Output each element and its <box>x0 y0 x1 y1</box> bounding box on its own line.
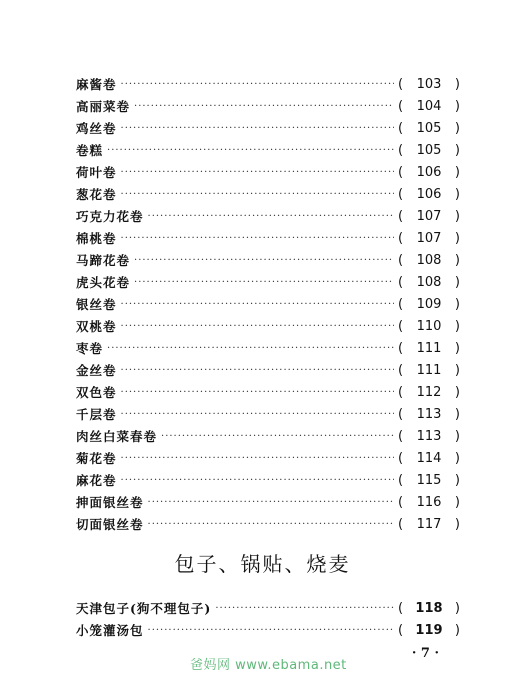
toc-entry-title: 金丝卷 <box>76 363 117 378</box>
toc-entry-page <box>398 294 460 316</box>
paren-open: ( <box>398 99 404 114</box>
toc-leader-dots <box>121 316 394 338</box>
page-ref-number: 111 <box>416 341 442 356</box>
paren-open: ( <box>398 363 404 378</box>
toc-leader-dots <box>121 118 394 140</box>
toc-entry[interactable] <box>76 272 460 294</box>
toc-entry-title: 麻花卷 <box>76 473 117 488</box>
paren-close: ) <box>454 341 460 356</box>
toc-entry[interactable] <box>76 96 460 118</box>
paren-close: ) <box>454 517 460 532</box>
toc-entry-page <box>398 492 460 514</box>
paren-open: ( <box>398 187 404 202</box>
page-ref-number: 109 <box>416 297 442 312</box>
page-ref-number: 111 <box>416 363 442 378</box>
toc-leader-dots <box>148 206 394 228</box>
paren-open: ( <box>398 341 404 356</box>
toc-entry-page <box>398 140 460 162</box>
toc-leader-dots <box>121 382 394 404</box>
toc-entry[interactable] <box>76 404 460 426</box>
paren-close: ) <box>454 623 460 638</box>
page-ref-number: 103 <box>416 77 442 92</box>
toc-entry-title: 双桃卷 <box>76 319 117 334</box>
toc-entry-title: 菊花卷 <box>76 451 117 466</box>
paren-close: ) <box>454 601 460 616</box>
toc-entry-page <box>398 250 460 272</box>
paren-open: ( <box>398 623 404 638</box>
toc-entry[interactable] <box>76 470 460 492</box>
toc-entry[interactable] <box>76 448 460 470</box>
paren-open: ( <box>398 495 404 510</box>
paren-close: ) <box>454 187 460 202</box>
page-ref-number: 115 <box>416 473 442 488</box>
toc-entry[interactable] <box>76 382 460 404</box>
section-heading: 包子、锅贴、烧麦 <box>174 552 351 576</box>
paren-close: ) <box>454 451 460 466</box>
page-ref-number: 106 <box>416 165 442 180</box>
paren-close: ) <box>454 297 460 312</box>
watermark-text: 爸妈网 www.ebama.net <box>190 658 347 673</box>
toc-entry-title: 天津包子(狗不理包子) <box>76 601 212 616</box>
paren-close: ) <box>454 231 460 246</box>
toc-entry[interactable] <box>76 162 460 184</box>
paren-open: ( <box>398 253 404 268</box>
paren-open: ( <box>398 209 404 224</box>
toc-entry[interactable] <box>76 184 460 206</box>
paren-close: ) <box>454 495 460 510</box>
paren-close: ) <box>454 385 460 400</box>
paren-open: ( <box>398 451 404 466</box>
page-ref-number: 116 <box>416 495 442 510</box>
page-ref-number: 105 <box>416 121 442 136</box>
toc-entry-title: 抻面银丝卷 <box>76 495 144 510</box>
toc-entry[interactable] <box>76 228 460 250</box>
toc-leader-dots <box>161 426 394 448</box>
toc-entry-page <box>398 74 460 96</box>
toc-entry-page <box>398 338 460 360</box>
toc-leader-dots <box>134 96 394 118</box>
page-ref-number: 108 <box>416 253 442 268</box>
paren-close: ) <box>454 429 460 444</box>
toc-entry-title: 棉桃卷 <box>76 231 117 246</box>
page-ref-number: 104 <box>416 99 442 114</box>
page-ref-number: 113 <box>416 429 442 444</box>
toc-entry[interactable] <box>76 338 460 360</box>
paren-close: ) <box>454 77 460 92</box>
paren-open: ( <box>398 231 404 246</box>
page-ref-number: 106 <box>416 187 442 202</box>
toc-entry-title: 双色卷 <box>76 385 117 400</box>
toc-entry[interactable] <box>76 426 460 448</box>
page-ref-number: 107 <box>416 231 442 246</box>
toc-leader-dots <box>121 184 394 206</box>
paren-close: ) <box>454 407 460 422</box>
toc-entry[interactable] <box>76 250 460 272</box>
toc-entry-page <box>398 228 460 250</box>
page-ref-number: 113 <box>416 407 442 422</box>
toc-entry[interactable] <box>76 492 460 514</box>
toc-leader-dots <box>121 74 394 96</box>
paren-close: ) <box>454 99 460 114</box>
toc-entry-page <box>398 382 460 404</box>
paren-close: ) <box>454 121 460 136</box>
toc-leader-dots <box>148 514 394 536</box>
paren-close: ) <box>454 275 460 290</box>
toc-entry-title: 银丝卷 <box>76 297 117 312</box>
page-ref-number: 110 <box>416 319 442 334</box>
page-ref-number: 117 <box>416 517 442 532</box>
toc-entry-title: 切面银丝卷 <box>76 517 144 532</box>
toc-entry-page <box>398 404 460 426</box>
paren-open: ( <box>398 121 404 136</box>
toc-entry[interactable] <box>76 74 460 96</box>
toc-entry[interactable] <box>76 360 460 382</box>
toc-leader-dots <box>121 470 394 492</box>
page-ref-number: 119 <box>415 623 443 638</box>
page-ref-number: 114 <box>416 451 442 466</box>
toc-leader-dots <box>148 492 394 514</box>
toc-entry-page <box>398 184 460 206</box>
paren-open: ( <box>398 275 404 290</box>
toc-list-primary <box>76 74 460 536</box>
toc-leader-dots <box>121 228 394 250</box>
toc-entry[interactable] <box>76 294 460 316</box>
paren-open: ( <box>398 407 404 422</box>
paren-open: ( <box>398 165 404 180</box>
toc-leader-dots <box>121 294 394 316</box>
toc-entry-title: 卷糕 <box>76 143 104 158</box>
paren-open: ( <box>398 297 404 312</box>
toc-entry-title: 荷叶卷 <box>76 165 117 180</box>
toc-leader-dots <box>121 448 394 470</box>
toc-entry-page <box>398 470 460 492</box>
toc-entry-page <box>398 598 460 620</box>
paren-open: ( <box>398 143 404 158</box>
paren-close: ) <box>454 473 460 488</box>
paren-open: ( <box>398 385 404 400</box>
toc-entry[interactable] <box>76 620 460 642</box>
toc-entry-page <box>398 426 460 448</box>
toc-entry-page <box>398 316 460 338</box>
paren-open: ( <box>398 517 404 532</box>
toc-leader-dots <box>148 620 394 642</box>
paren-open: ( <box>398 429 404 444</box>
page-ref-number: 118 <box>415 601 443 616</box>
toc-leader-dots <box>134 250 394 272</box>
paren-open: ( <box>398 601 404 616</box>
paren-open: ( <box>398 319 404 334</box>
toc-entry-page <box>398 118 460 140</box>
toc-list-secondary <box>76 598 460 642</box>
toc-entry[interactable] <box>76 316 460 338</box>
paren-close: ) <box>454 253 460 268</box>
toc-entry[interactable] <box>76 140 460 162</box>
toc-entry-page <box>398 206 460 228</box>
toc-entry[interactable] <box>76 514 460 536</box>
toc-leader-dots <box>121 404 394 426</box>
toc-entry-title: 鸡丝卷 <box>76 121 117 136</box>
toc-leader-dots <box>107 140 394 162</box>
toc-entry-title: 麻酱卷 <box>76 77 117 92</box>
toc-leader-dots <box>107 338 394 360</box>
page-number: · 7 · <box>411 646 439 661</box>
toc-entry-title: 枣卷 <box>76 341 104 356</box>
toc-entry-page <box>398 448 460 470</box>
toc-entry[interactable] <box>76 598 460 620</box>
toc-entry[interactable] <box>76 206 460 228</box>
toc-entry-title: 马蹄花卷 <box>76 253 131 268</box>
toc-entry-title: 虎头花卷 <box>76 275 131 290</box>
toc-entry-page <box>398 360 460 382</box>
toc-entry-title: 巧克力花卷 <box>76 209 144 224</box>
paren-close: ) <box>454 165 460 180</box>
toc-entry-title: 小笼灌汤包 <box>76 623 144 638</box>
paren-open: ( <box>398 473 404 488</box>
paren-open: ( <box>398 77 404 92</box>
page-ref-number: 112 <box>416 385 442 400</box>
toc-entry[interactable] <box>76 118 460 140</box>
toc-leader-dots <box>121 162 394 184</box>
page-ref-number: 107 <box>416 209 442 224</box>
toc-leader-dots <box>121 360 394 382</box>
toc-entry-title: 千层卷 <box>76 407 117 422</box>
paren-close: ) <box>454 363 460 378</box>
toc-leader-dots <box>134 272 394 294</box>
paren-close: ) <box>454 209 460 224</box>
page-ref-number: 108 <box>416 275 442 290</box>
paren-close: ) <box>454 143 460 158</box>
page-ref-number: 105 <box>416 143 442 158</box>
paren-close: ) <box>454 319 460 334</box>
toc-entry-page <box>398 272 460 294</box>
toc-entry-title: 葱花卷 <box>76 187 117 202</box>
toc-entry-page <box>398 620 460 642</box>
toc-entry-title: 高丽菜卷 <box>76 99 131 114</box>
toc-entry-page <box>398 96 460 118</box>
toc-entry-title: 肉丝白菜春卷 <box>76 429 158 444</box>
toc-leader-dots <box>215 598 394 620</box>
toc-entry-page <box>398 162 460 184</box>
toc-entry-page <box>398 514 460 536</box>
